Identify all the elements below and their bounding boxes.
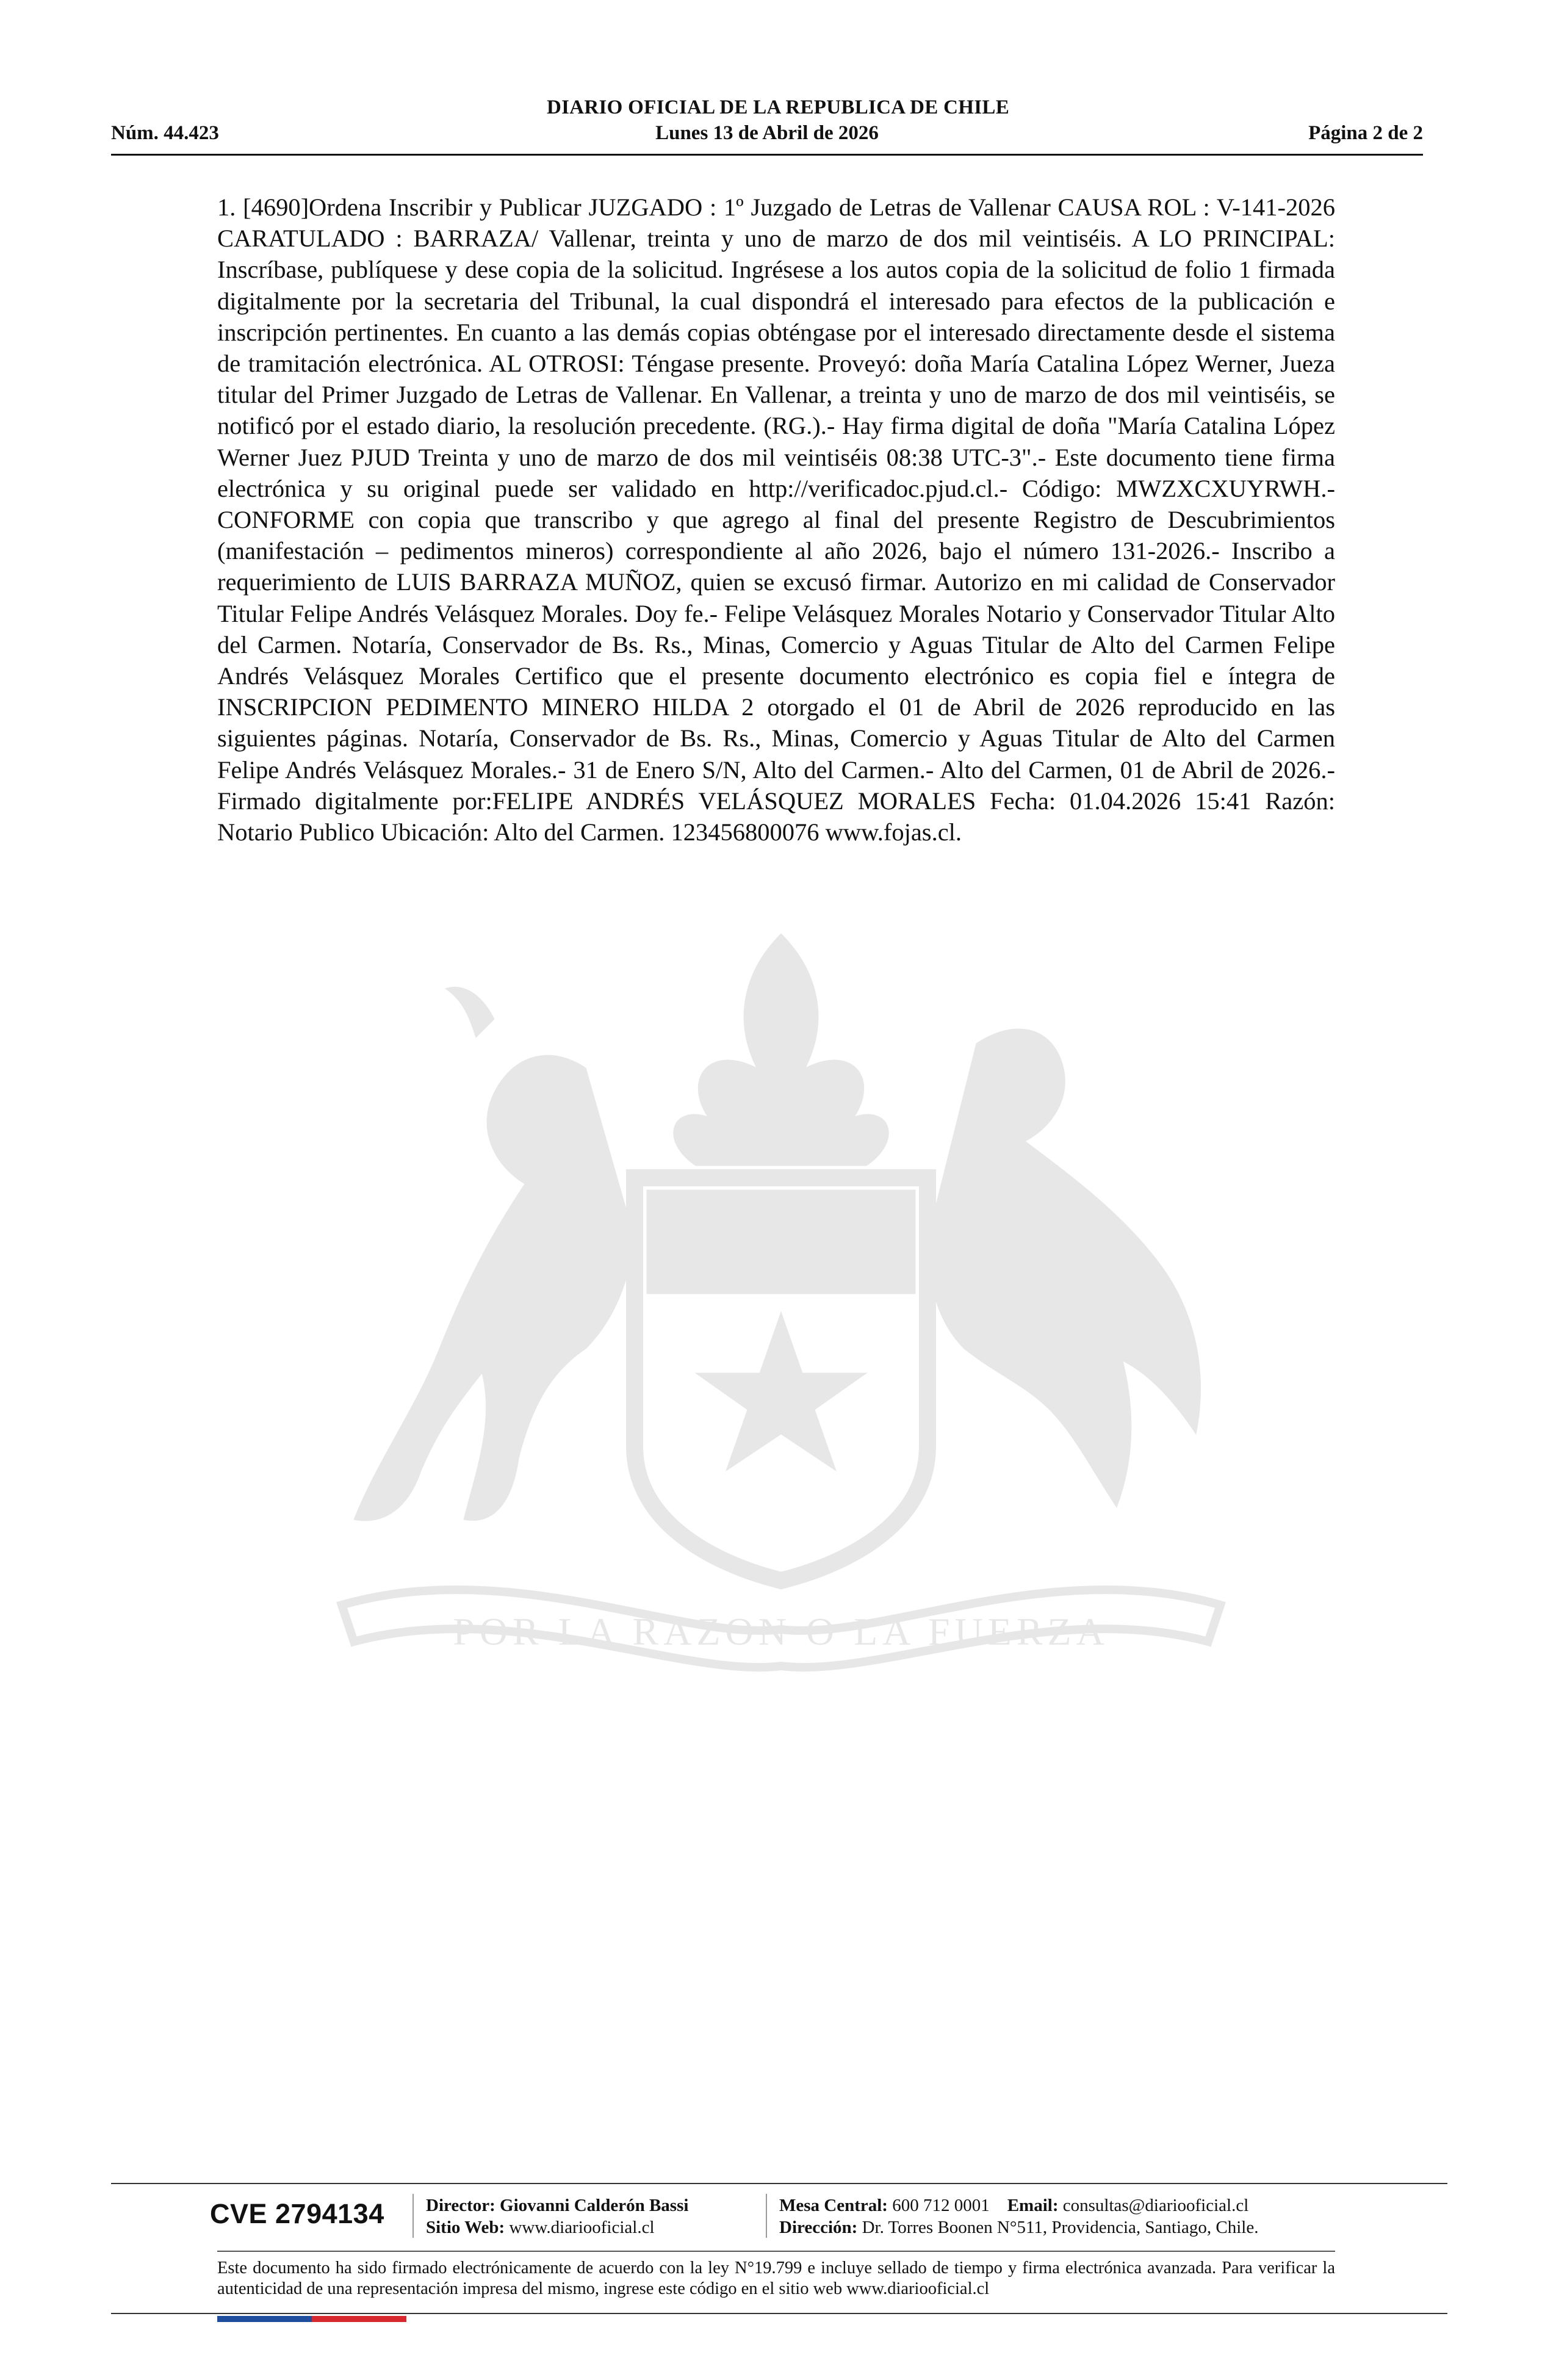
flag-stripe-red — [312, 2316, 406, 2322]
director-label: Director: — [426, 2196, 495, 2215]
footer-director-block — [426, 2194, 688, 2238]
address-text: Dr. Torres Boonen N°511, Providencia, Santiago, Chile. — [862, 2218, 1259, 2237]
header-divider — [111, 154, 1423, 156]
footer-separator — [412, 2194, 414, 2238]
website-label: Sitio Web: — [426, 2218, 505, 2237]
cve-code: CVE 2794134 — [210, 2198, 384, 2229]
footer-divider-bottom — [111, 2313, 1447, 2314]
director-name: Giovanni Calderón Bassi — [500, 2196, 689, 2215]
coat-of-arms-watermark — [207, 921, 1355, 1690]
issue-date: Lunes 13 de Abril de 2026 — [655, 122, 879, 144]
email-link[interactable]: consultas@diariooficial.cl — [1062, 2196, 1249, 2215]
address-label: Dirección: — [779, 2218, 858, 2237]
footer-separator — [766, 2194, 767, 2238]
chilean-coat-of-arms-icon — [207, 921, 1355, 1690]
phone-label: Mesa Central: — [779, 2196, 888, 2215]
phone-number: 600 712 0001 — [892, 2196, 990, 2215]
footer-contact-block — [779, 2194, 1258, 2238]
signature-disclaimer: Este documento ha sido firmado electrónicamente de acuerdo con la ley N°19.799 e incluye sellado de tiempo y firma electrónica avanzada. Para verificar la autenticidad de una representación impresa del mismo, ingrese este código en el sitio web www.diariooficial.cl — [217, 2259, 1335, 2298]
publication-title: DIARIO OFICIAL DE LA REPUBLICA DE CHILE — [546, 96, 1010, 118]
page-indicator: Página 2 de 2 — [1308, 122, 1423, 144]
footer-divider-top — [111, 2183, 1447, 2184]
watermark-motto: POR LA RAZON O LA FUERZA — [453, 1610, 1109, 1653]
footer-divider-mid — [217, 2251, 1335, 2252]
website-link[interactable]: www.diariooficial.cl — [509, 2218, 655, 2237]
flag-stripe-blue — [217, 2316, 312, 2322]
issue-number: Núm. 44.423 — [111, 122, 219, 144]
email-label: Email: — [1007, 2196, 1059, 2215]
flag-stripe — [217, 2316, 406, 2322]
notice-body: 1. [4690]Ordena Inscribir y Publicar JUZGADO : 1º Juzgado de Letras de Vallenar CAUSA ROL : V-141-2026 CARATULADO : BARRAZA/ Vallenar, treinta y uno de marzo de dos mil veintiséis. A LO PRINCIPAL: Inscríbase, publíquese y dese copia de la solicitud. Ingrésese a los autos copia de la solicitud de folio 1 firmada digitalmente por la secretaria del Tribunal, la cual dispondrá el interesado para efectos de la publicación e inscripción pertinentes. En cuanto a las demás copias obténgase por el interesado directamente desde el sistema de tramitación electrónica. AL OTROSI: Téngase presente. Proveyó: doña María Catalina López Werner, Jueza titular del Primer Juzgado de Letras de Vallenar. En Vallenar, a treinta y uno de marzo de dos mil veintiséis, se notificó por el estado diario, la resolución precedente. (RG.).- Hay firma digital de doña "María Catalina López Werner Juez PJUD Treinta y uno de marzo de dos mil veintiséis 08:38 UTC-3".- Este documento tiene firma electrónica y su original puede ser validado en http://verificadoc.pjud.cl.- Código: MWZXCXUYRWH.- CONFORME con copia que transcribo y que agrego al final del presente Registro de Descubrimientos (manifestación – pedimentos mineros) correspondiente al año 2026, bajo el número 131-2026.- Inscribo a requerimiento de LUIS BARRAZA MUÑOZ, quien se excusó firmar. Autorizo en mi calidad de Conservador Titular Felipe Andrés Velásquez Morales. Doy fe.- Felipe Velásquez Morales Notario y Conservador Titular Alto del Carmen. Notaría, Conservador de Bs. Rs., Minas, Comercio y Aguas Titular de Alto del Carmen Felipe Andrés Velásquez Morales Certifico que el presente documento electrónico es copia fiel e íntegra de INSCRIPCION PEDIMENTO MINERO HILDA 2 otorgado el 01 de Abril de 2026 reproducido en las siguientes páginas. Notaría, Conservador de Bs. Rs., Minas, Comercio y Aguas Titular de Alto del Carmen Felipe Andrés Velásquez Morales.- 31 de Enero S/N, Alto del Carmen.- Alto del Carmen, 01 de Abril de 2026.- Firmado digitalmente por:FELIPE ANDRÉS VELÁSQUEZ MORALES Fecha: 01.04.2026 15:41 Razón: Notario Publico Ubicación: Alto del Carmen. 123456800076 www.fojas.cl. — [217, 193, 1335, 846]
